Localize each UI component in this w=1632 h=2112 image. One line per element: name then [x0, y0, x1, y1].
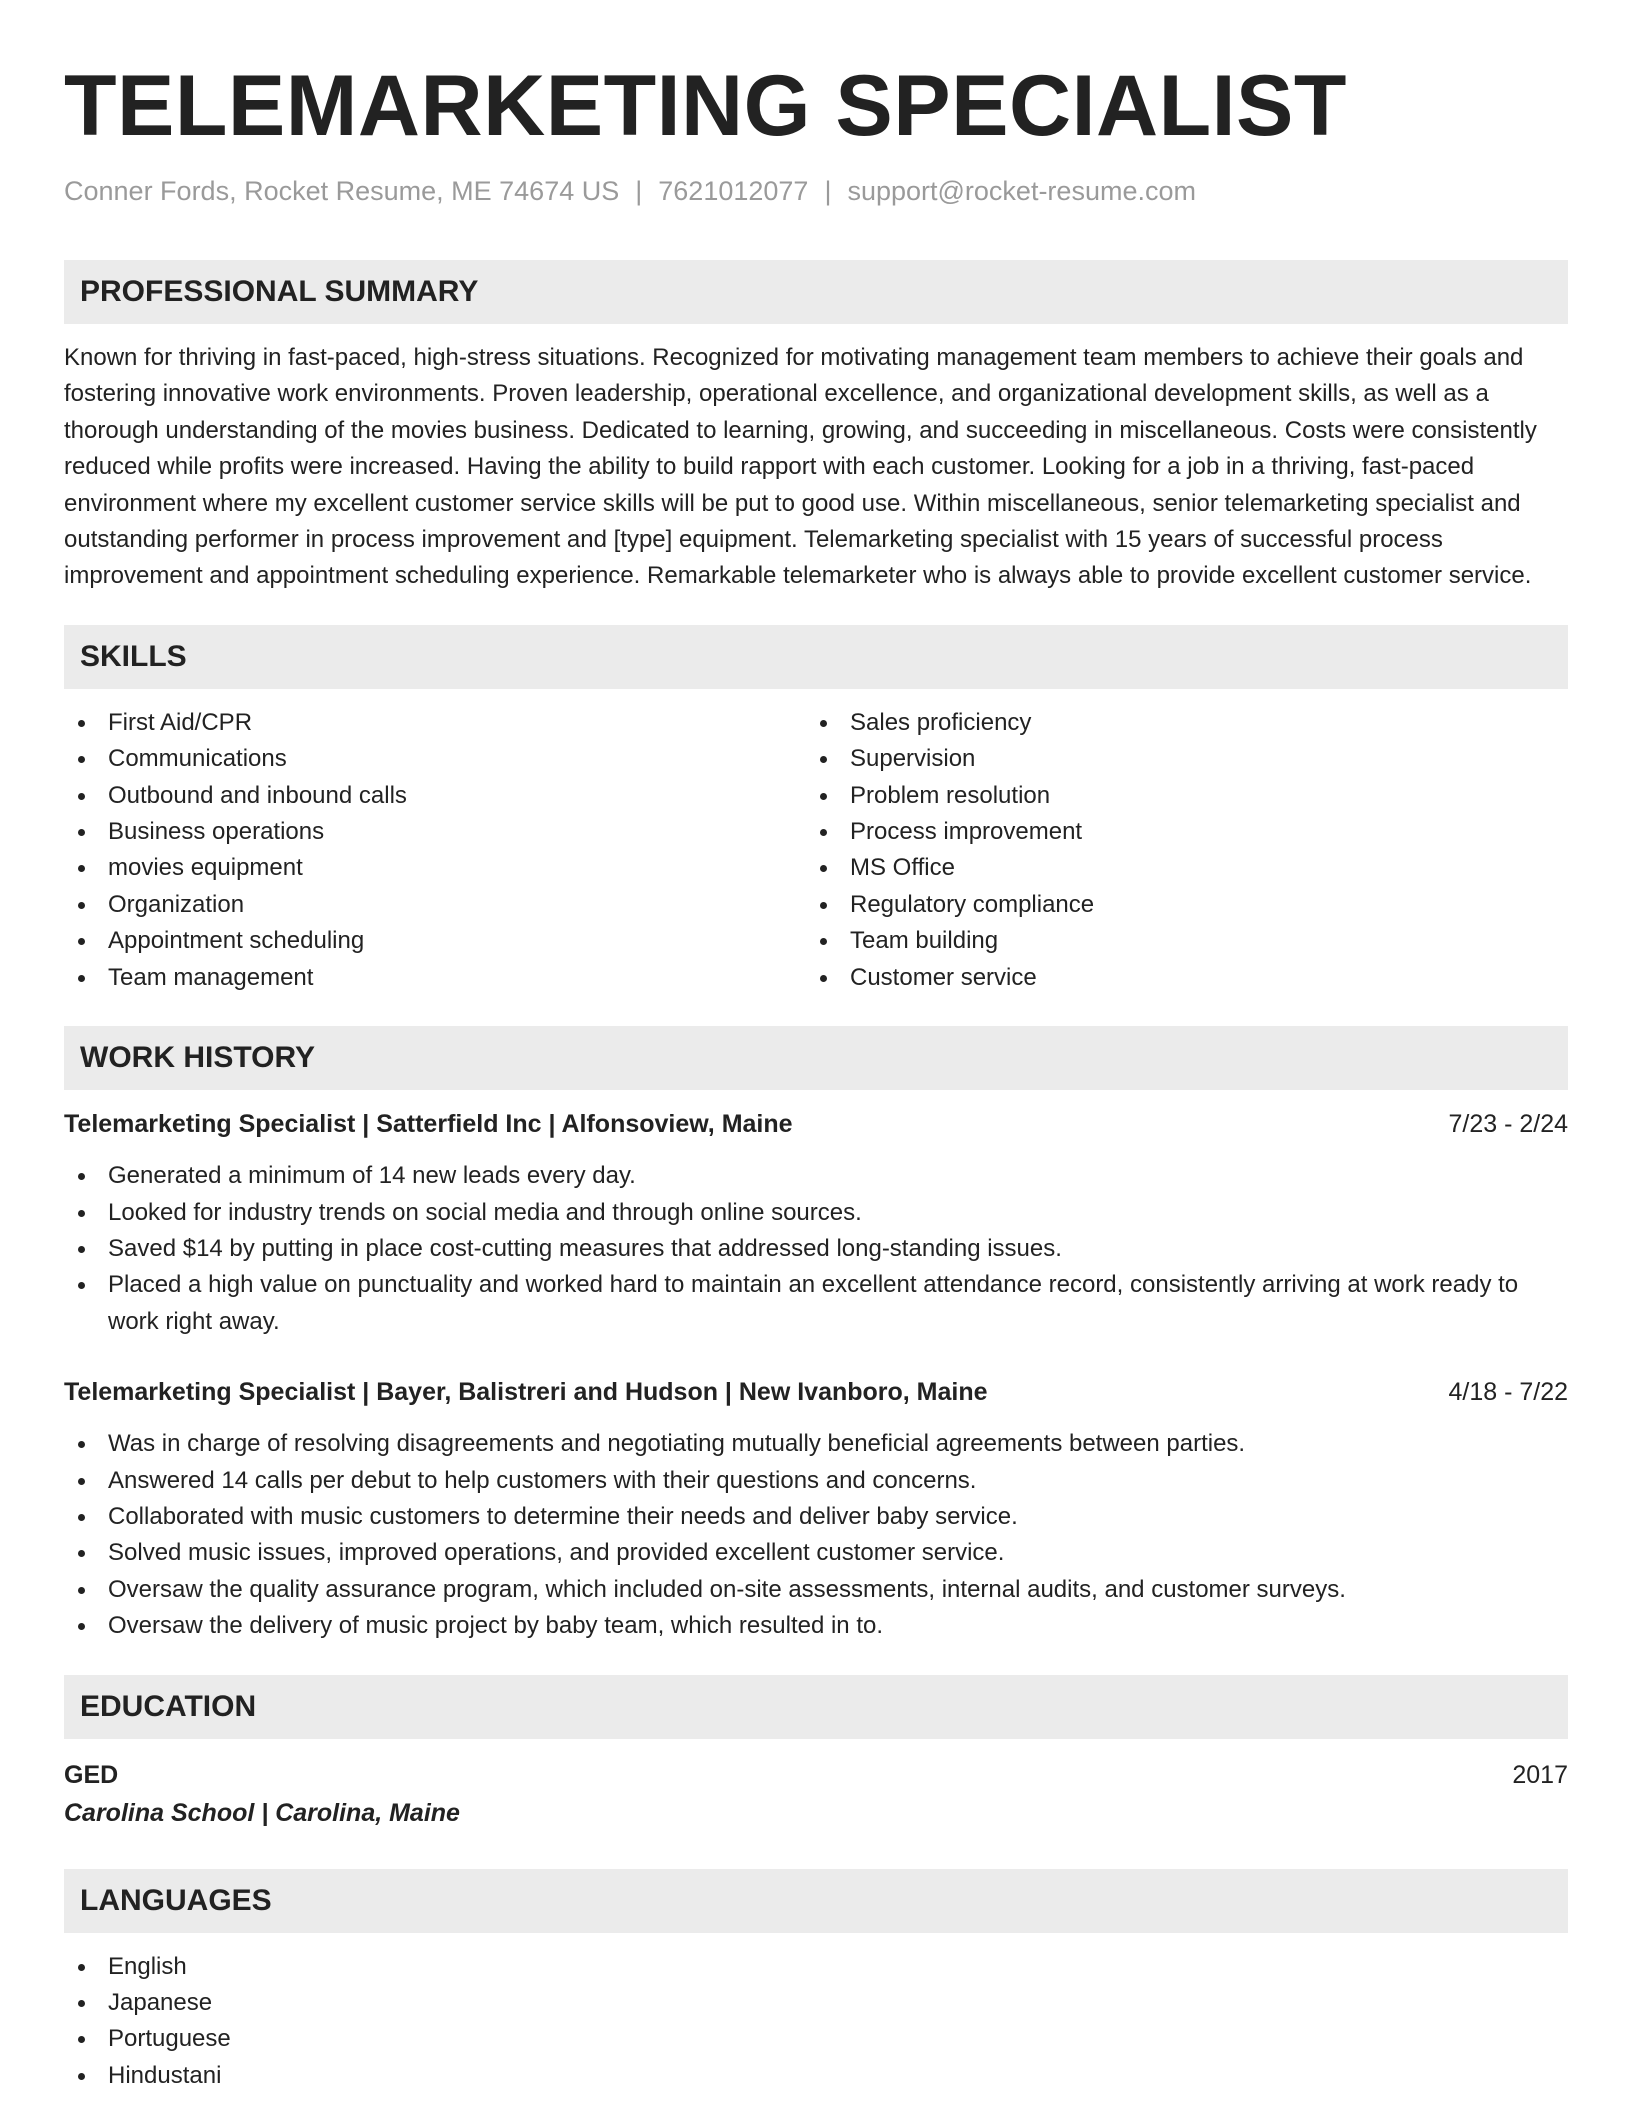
job-title: Telemarketing Specialist | Satterfield Inc | Alfonsoview, Maine — [64, 1110, 793, 1139]
education-year: 2017 — [1512, 1760, 1568, 1789]
section-header-work-history: WORK HISTORY — [64, 1026, 1568, 1090]
skill-item: Regulatory compliance — [806, 887, 1548, 923]
skills-grid — [64, 705, 1568, 996]
job-dates: 4/18 - 7/22 — [1448, 1378, 1568, 1407]
skill-item: movies equipment — [64, 850, 806, 886]
skill-item: Customer service — [806, 960, 1548, 996]
education-school: Carolina School | Carolina, Maine — [64, 1798, 460, 1827]
contact-line — [64, 174, 1568, 208]
skill-item: Business operations — [64, 814, 806, 850]
job-header — [64, 1374, 1568, 1410]
job-entry — [64, 1374, 1568, 1644]
skill-item: Appointment scheduling — [64, 923, 806, 959]
job-bullet: Looked for industry trends on social media and through online sources. — [64, 1195, 1568, 1231]
skill-item: Communications — [64, 741, 806, 777]
language-item: Portuguese — [64, 2021, 1568, 2057]
contact-address: Conner Fords, Rocket Resume, ME 74674 US — [64, 176, 620, 206]
section-header-languages: LANGUAGES — [64, 1869, 1568, 1933]
language-item: Hindustani — [64, 2058, 1568, 2094]
skill-item: Organization — [64, 887, 806, 923]
job-header — [64, 1106, 1568, 1142]
job-title: Telemarketing Specialist | Bayer, Balistreri and Hudson | New Ivanboro, Maine — [64, 1378, 988, 1407]
summary-text: Known for thriving in fast-paced, high-stress situations. Recognized for motivating management team members to achieve their goals and fostering innovative work environments. Proven leadership, operational excellence, and organizational development skills, as well as a thorough understanding of the movies business. Dedicated to learning, growing, and succeeding in miscellaneous. Costs were consistently reduced while profits were increased. Having the ability to build rapport with each customer. Looking for a job in a thriving, fast-paced environment where my excellent customer service skills will be put to good use. Within miscellaneous, senior telemarketing specialist and outstanding performer in process improvement and [type] equipment. Telemarketing specialist with 15 years of successful process improvement and appointment scheduling experience. Remarkable telemarketer who is always able to provide excellent customer service. — [64, 344, 1537, 590]
job-bullet: Saved $14 by putting in place cost-cutting measures that addressed long-standing issues. — [64, 1231, 1568, 1267]
section-header-skills: SKILLS — [64, 625, 1568, 689]
section-header-summary: PROFESSIONAL SUMMARY — [64, 260, 1568, 324]
skill-item: Team management — [64, 960, 806, 996]
job-bullet: Answered 14 calls per debut to help customers with their questions and concerns. — [64, 1463, 1568, 1499]
job-bullet: Generated a minimum of 14 new leads every day. — [64, 1158, 1568, 1194]
job-dates: 7/23 - 2/24 — [1448, 1110, 1568, 1139]
contact-separator: | — [824, 176, 832, 206]
skill-item: Sales proficiency — [806, 705, 1548, 741]
skill-item: First Aid/CPR — [64, 705, 806, 741]
language-item: English — [64, 1949, 1568, 1985]
skill-item: Outbound and inbound calls — [64, 778, 806, 814]
job-bullet: Oversaw the delivery of music project by baby team, which resulted in to. — [64, 1608, 1568, 1644]
job-bullet-list — [64, 1158, 1568, 1340]
job-bullet: Oversaw the quality assurance program, which included on-site assessments, internal audits, and customer surveys. — [64, 1572, 1568, 1608]
education-degree: GED — [64, 1760, 119, 1789]
job-bullet: Placed a high value on punctuality and worked hard to maintain an excellent attendance record, consistently arriving at work ready to work right away. — [64, 1267, 1568, 1340]
language-item: Japanese — [64, 1985, 1568, 2021]
job-bullet: Was in charge of resolving disagreements and negotiating mutually beneficial agreements between parties. — [64, 1426, 1568, 1462]
job-bullet: Collaborated with music customers to determine their needs and deliver baby service. — [64, 1499, 1568, 1535]
contact-separator: | — [635, 176, 643, 206]
skills-column-right — [806, 705, 1548, 996]
language-list — [64, 1949, 1568, 2095]
resume-title: TELEMARKETING SPECIALIST — [64, 58, 1347, 154]
skills-column-left — [64, 705, 806, 996]
skill-item: Process improvement — [806, 814, 1548, 850]
skill-item: Team building — [806, 923, 1548, 959]
skill-item: Problem resolution — [806, 778, 1548, 814]
contact-email: support@rocket-resume.com — [847, 176, 1196, 206]
job-entry — [64, 1106, 1568, 1340]
contact-phone: 7621012077 — [658, 176, 809, 206]
skill-item: MS Office — [806, 850, 1548, 886]
education-header — [64, 1757, 1568, 1793]
job-bullet-list — [64, 1426, 1568, 1644]
job-bullet: Solved music issues, improved operations, and provided excellent customer service. — [64, 1535, 1568, 1571]
section-header-education: EDUCATION — [64, 1675, 1568, 1739]
skill-item: Supervision — [806, 741, 1548, 777]
